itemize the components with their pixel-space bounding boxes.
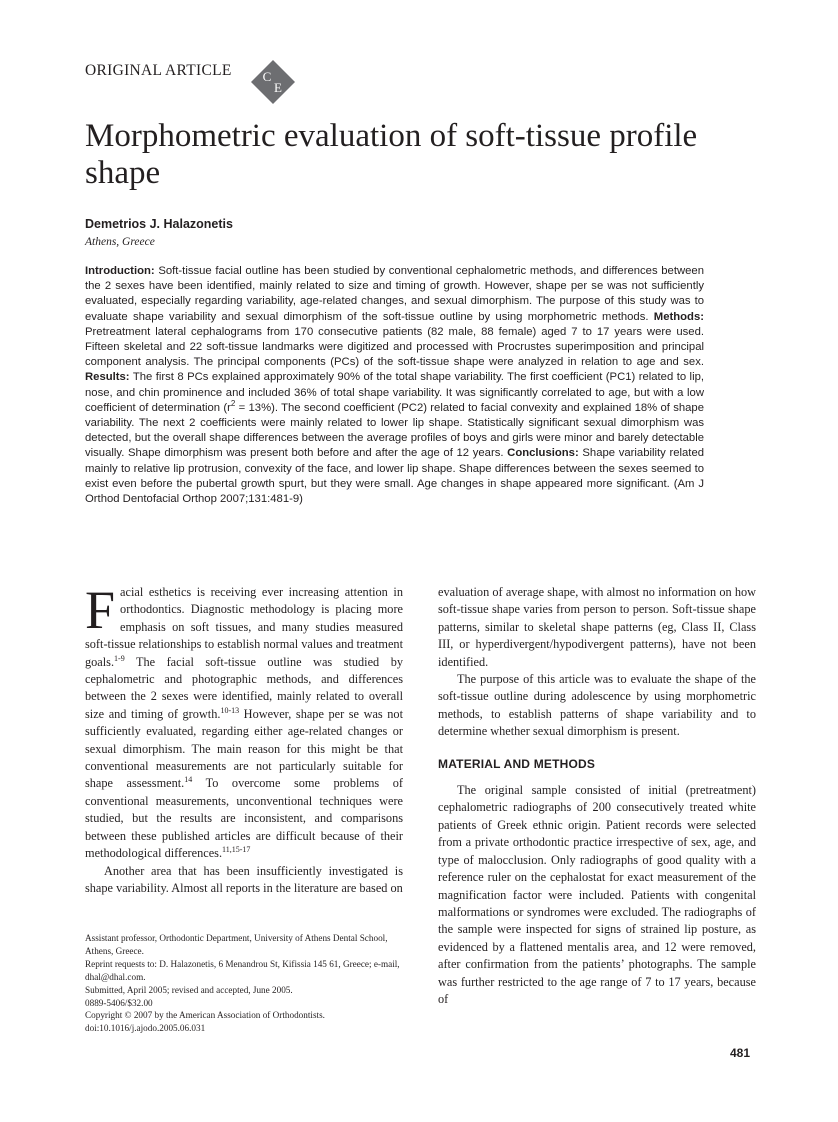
intro-paragraph-1: Facial esthetics is receiving ever increasing attention in orthodontics. Diagnostic methodology is placing more emphasis on soft tissues, and many studies measured soft-tissue relationships to establish normal values and treatment goals.$^{1-9}$ The facial soft-tissue outline was studied by cephalometric and photographic methods, and differences between the 2 sexes were identified, mainly related to overall size and timing of growth.$^{10-13}$ However, shape per se was not sufficiently evaluated, regarding either age-related changes or sexual dimorphism. The main reason for this might be that conventional measurements are not particularly suitable for shape assessment.$^{14}$ To overcome some problems of conventional measurements, unconventional techniques were studied, but the results are inconsistent, and comparisons between these published articles are difficult because of their methodological differences.$^{11,15-17}$ [85,580,403,861]
footnotes [85,932,403,1035]
continuing-education-badge [250,59,296,105]
abstract-results-superscript: 2 [230,399,236,409]
body-column-left [85,580,403,897]
footnote-copyright: Copyright © 2007 by the American Association of Orthodontists. [85,1010,325,1021]
body-column-right [438,584,756,1008]
abstract-methods-text: Pretreatment lateral cephalograms from 170 consecutive patients (82 male, 88 female) aged 7 to 17 years were used. Fifteen skeletal and 22 soft-tissue landmarks were digitized and processed with Procrustes superimposition and principal component analysis. The principal components (PCs) of the soft-tissue shape were analyzed in relation to age and sex. [85,325,704,369]
footnote-position: Assistant professor, Orthodontic Department, University of Athens Dental School, Athens, Greece. [85,933,388,956]
footnote-issn: 0889-5406/$32.00 [85,997,153,1008]
abstract-results-label: Results: [85,371,130,384]
citation-ref: 1-9 [114,653,125,663]
citation-ref: 10-13 [220,705,240,715]
footnote-submitted: Submitted, April 2005; revised and accepted, June 2005. [85,984,293,995]
abstract-methods-label: Methods: [653,310,704,323]
abstract-results-text: The first 8 PCs explained approximately 90% of the total shape variability. The first coefficient (PC1) related to lip, nose, and chin prominence and included 36% of total shape variability. It was significantly correlated to age, but with a low coefficient of determination (r [85,371,704,414]
intro-paragraph-3: The purpose of this article was to evaluate the shape of the soft-tissue outline during adolescence by using morphometric methods, to establish patterns of shape variability and to determine whether sexual dimorphism is present. [438,672,756,739]
abstract-conclusions-text: Shape variability related mainly to relative lip protrusion, convexity of the face, and lower lip shape. Shape differences between the sexes seemed to exist even before the pubertal growth spurt, but they were small. Age changes in shape appeared more significant. [85,447,705,490]
abstract-intro-text: Soft-tissue facial outline has been studied by conventional cephalometric methods, and differences between the 2 sexes have been identified, mainly related to size and timing of growth. However, shape per se was not sufficiently evaluated, especially regarding variability, age-related changes, and sexual dimorphism. The purpose of this study was to evaluate shape variability and sexual dimorphism of the soft-tissue outline by using morphometric methods. [85,265,704,323]
abstract-intro-label: Introduction: [85,265,155,277]
intro-paragraph-2-continued: evaluation of average shape, with almost no information on how soft-tissue shape varies from person to person. Soft-tissue shape patterns, similar to skeletal shape patterns (eg, Class II, Class III, or hyperdivergent/hypodivergent patterns), have not been identified. [438,585,756,669]
badge-letter-c: C [262,69,272,84]
citation-ref: 11,15-17 [222,845,251,854]
author-affiliation: Athens, Greece [85,236,155,248]
footnote-doi: doi:10.1016/j.ajodo.2005.06.031 [85,1023,206,1034]
page-number: 481 [730,1046,751,1060]
section-heading-methods: MATERIAL AND METHODS [438,756,596,771]
drop-cap: F [85,580,116,640]
section-label: ORIGINAL ARTICLE [85,62,232,79]
author-name: Demetrios J. Halazonetis [85,217,233,231]
abstract-results-text-2: = 13%). The second coefficient (PC2) related to facial convexity and explained 18% of shape variability. The next 2 coefficients were mainly related to lower lip shape. Statistically significant sexual dimorphism was detected, but the overall shape differences between the average profiles of boys and girls were minor and barely detectable visually. Shape dimorphism was present both before and after the age of 12 years. [85,401,704,460]
citation-ref: 14 [184,775,193,785]
abstract-conclusions-label: Conclusions: [507,447,579,460]
footnote-reprints: Reprint requests to: D. Halazonetis, 6 Menandrou St, Kifissia 145 61, Greece; e-mail, dhal@dhal.com. [85,958,400,982]
methods-paragraph-1: The original sample consisted of initial (pretreatment) cephalometric radiographs of 200 consecutively treated white patients of Greek ethnic origin. Patient records were selected from a private orthodontic practice irrespective of sex, age, and type of malocclusion. Only radiographs of good quality with a reference ruler on the cephalostat for exact measurement of the magnification factor were included. Patients with congenital malformations or syndromes were excluded. The radiographs of the sample were inspected for signs of strained lip posture, as evidenced by a flattened mentalis area, and 12 were removed, after confirmation from the patients’ photographs. The sample was further restricted to the age range of 7 to 17 years, because of [438,783,756,1006]
article-title: Morphometric evaluation of soft-tissue profile shape [85,118,698,191]
badge-letter-e: E [274,80,282,95]
abstract [85,264,704,507]
intro-paragraph-2: Another area that has been insufficiently investigated is shape variability. Almost all reports in the literature are based on [85,863,403,895]
abstract-citation: (Am J Orthod Dentofacial Orthop 2007;131:481-9) [85,477,704,506]
